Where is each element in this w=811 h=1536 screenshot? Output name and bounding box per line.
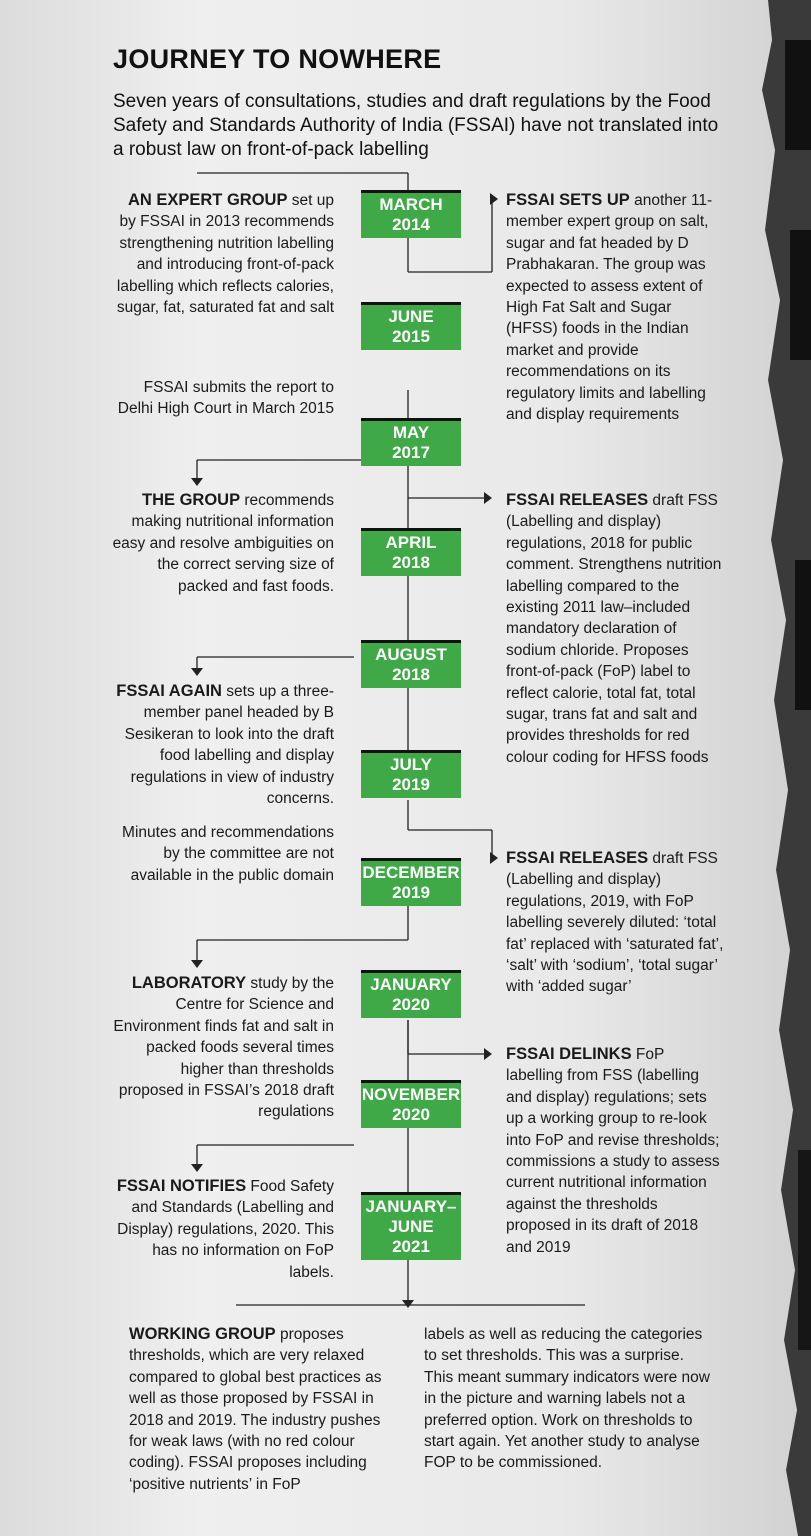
date-may-2017: MAY 2017 (361, 418, 461, 466)
event-2021-continued: labels as well as reducing the categories to set thresholds. This was a surprise. This meant summary indicators were now in the picture and warning labels not a preferred option. Work on thresholds to start again. Yet another study to analyse FOP to be commissioned. (424, 1326, 710, 1472)
date-august-2018: AUGUST 2018 (361, 640, 461, 688)
date-december-2019: DECEMBER 2019 (361, 858, 461, 906)
date-november-2020: NOVEMBER 2020 (361, 1080, 461, 1128)
date-june-2015: JUNE 2015 (361, 302, 461, 350)
event-2019-laboratory: LABORATORY study by the Centre for Science and Environment finds fat and salt in packed foods several times higher than thresholds proposed in FSSAI’s 2018 draft regulations (113, 974, 334, 1121)
date-jan-june-2021: JANUARY– JUNE 2021 (361, 1192, 461, 1260)
event-2021-working-group: WORKING GROUP proposes thresholds, which are very relaxed compared to global best practices as well as those proposed by FSSAI in 2018 and 2019. The industry pushes for weak laws (with no red colour coding). FSSAI proposes including ‘positive nutrients’ in FoP (129, 1325, 382, 1493)
date-july-2019: JULY 2019 (361, 750, 461, 798)
date-january-2020: JANUARY 2020 (361, 970, 461, 1018)
event-2020-fssai-delinks: FSSAI DELINKS FoP labelling from FSS (labelling and display) regulations; sets up a working group to re-look into FoP and revise thresholds; commissions a study to assess current nutritional information against the thresholds proposed in its draft of 2018 and 2019 (506, 1045, 720, 1256)
infographic-title: JOURNEY TO NOWHERE (113, 44, 442, 74)
event-2014-note: FSSAI submits the report to Delhi High Court in March 2015 (117, 379, 334, 418)
date-march-2014: MARCH 2014 (361, 190, 461, 238)
date-april-2018: APRIL 2018 (361, 528, 461, 576)
event-2019-fssai-releases: FSSAI RELEASES draft FSS (Labelling and display) regulations, 2019, with FoP labelling severely diluted: ‘total fat’ replaced with ‘saturated fat’, ‘salt’ with ‘sodium’, ‘total sugar’ with ‘added sugar’ (506, 849, 724, 996)
event-2018-note: Minutes and recommendations by the committee are not available in the public domain (122, 824, 334, 884)
event-2020-fssai-notifies: FSSAI NOTIFIES Food Safety and Standards (Labelling and Display) regulations, 2020. This has no information on FoP labels. (116, 1177, 334, 1281)
event-2014-expert-group: AN EXPERT GROUP set up by FSSAI in 2013 recommends strengthening nutrition labelling and introducing front-of-pack labelling which reflects calories, sugar, fat, saturated fat and salt (116, 191, 334, 317)
event-2015-fssai-sets-up: FSSAI SETS UP another 11-member expert group on salt, sugar and fat headed by D Prabhakaran. The group was expected to assess extent of High Fat Salt and Sugar (HFSS) foods in the Indian market and provide recommendations on its regulatory limits and labelling and display requirements (506, 191, 713, 424)
event-2018-fssai-again: FSSAI AGAIN sets up a three-member panel headed by B Sesikeran to look into the draft food labelling and display regulations in view of industry concerns. (116, 682, 334, 808)
infographic-subtitle: Seven years of consultations, studies and draft regulations by the Food Safety and Standards Authority of India (FSSAI) have not translated into a robust law on front-of-pack labelling (113, 91, 719, 160)
event-2017-group: THE GROUP recommends making nutritional information easy and resolve ambiguities on the correct serving size of packed and fast foods. (112, 491, 334, 595)
event-2018-fssai-releases: FSSAI RELEASES draft FSS (Labelling and display) regulations, 2018 for public comment. Strengthens nutrition labelling compared to the existing 2011 law–included mandatory declaration of sodium chloride. Proposes front-of-pack (FoP) label to reflect calorie, total fat, total sugar, trans fat and salt and provides thresholds for red colour coding for HFSS foods (506, 491, 722, 766)
